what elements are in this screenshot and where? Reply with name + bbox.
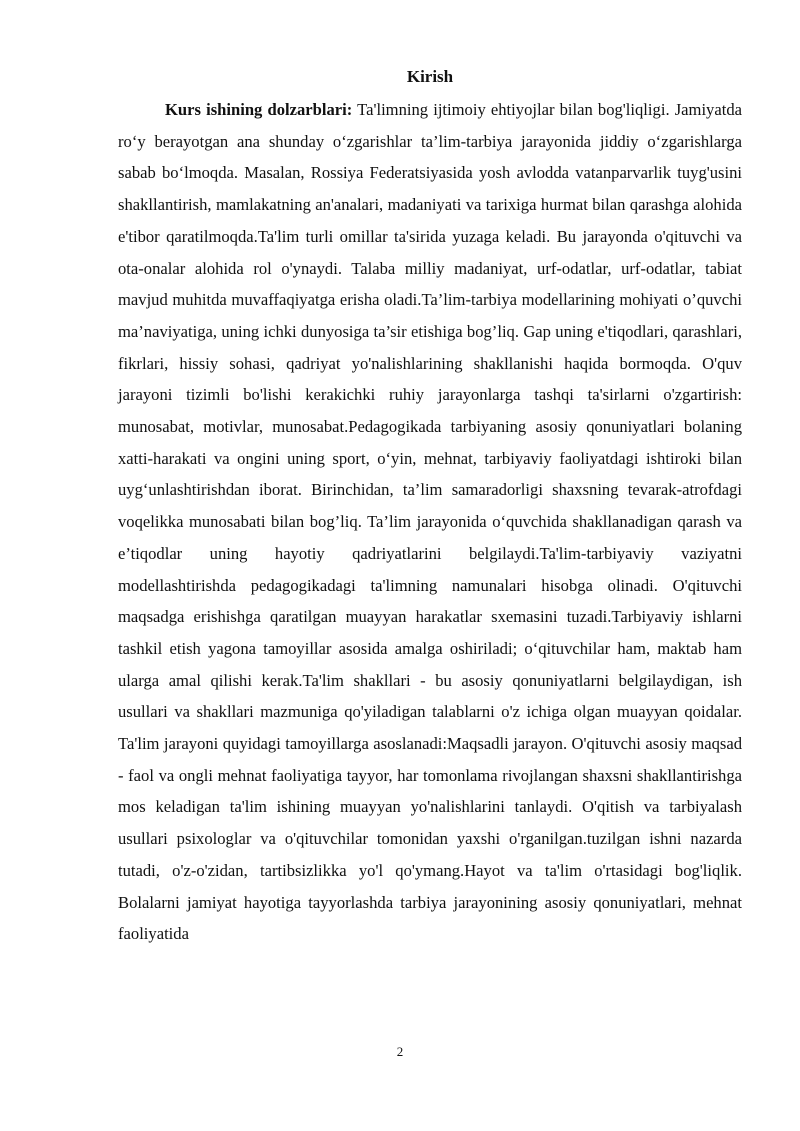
body-paragraph (118, 94, 742, 950)
page-number: 2 (396, 1044, 404, 1059)
document-page (118, 62, 742, 950)
paragraph-text: Ta'limning ijtimoiy ehtiyojlar bilan bog'liqligi. Jamiyatda ro‘y berayotgan ana shunday o‘zgarishlar ta’lim-tarbiya jarayonida jiddiy o‘zgarishlarga sabab bo‘lmoqda. Masalan, Rossiya Federatsiyasida yosh avlodda vatanparvarlik tuyg'usini shakllantirish, mamlakatning an'analari, madaniyati va tarixiga hurmat bilan qarashga alohida e'tibor qaratilmoqda.Ta'lim turli omillar ta'sirida yuzaga keladi. Bu jarayonda o'qituvchi va ota-onalar alohida rol o'ynaydi. Talaba milliy madaniyat, urf-odatlar, urf-odatlar, tabiat mavjud muhitda muvaffaqiyatga erisha oladi.Ta’lim-tarbiya modellarining mohiyati o’quvchi ma’naviyatiga, uning ichki dunyosiga ta’sir etishiga bog’liq. Gap uning e'tiqodlari, qarashlari, fikrlari, hissiy sohasi, qadriyat yo'nalishlarining shakllanishi haqida bormoqda. O'quv jarayoni tizimli bo'lishi kerakichki ruhiy jarayonlarga tashqi ta'sirlarni o'zgartirish: munosabat, motivlar, munosabat.Pedagogikada tarbiyaning asosiy qonuniyatlari bolaning xatti-harakati va ongini uning sport, o‘yin, mehnat, tarbiyaviy faoliyatdagi ishtiroki bilan uyg‘unlashtirishdan iborat. Birinchidan, ta’lim samaradorligi shaxsning tevarak-atrofdagi voqelikka munosabati bilan bog’liq. Ta’lim jarayonida o‘quvchida shakllanadigan qarash va e’tiqodlar uning hayotiy qadriyatlarini belgilaydi.Ta'lim-tarbiyaviy vaziyatni modellashtirishda pedagogikadagi ta'limning namunalari hisobga olinadi. O'qituvchi maqsadga erishishga qaratilgan muayyan harakatlar sxemasini tuzadi.Tarbiyaviy ishlarni tashkil etish yagona tamoyillar asosida amalga oshiriladi; o‘qituvchilar ham, maktab ham ularga amal qilishi kerak.Ta'lim shakllari - bu asosiy qonuniyatlarni belgilaydigan, ish usullari va shakllari mazmuniga qo'yiladigan talablarni o'z ichiga olgan muayyan qoidalar. Ta'lim jarayoni quyidagi tamoyillarga asoslanadi:Maqsadli jarayon. O'qituvchi asosiy maqsad - faol va ongli mehnat faoliyatiga tayyor, har tomonlama rivojlangan shaxsni shakllantirishga mos keladigan ta'lim ishining muayyan yo'nalishlarini tanlaydi. O'qitish va tarbiyalash usullari psixologlar va o'qituvchilar tomonidan yaxshi o'rganilgan.tuzilgan ishni nazarda tutadi, o'z-o'zidan, tartibsizlikka yo'l qo'ymang.Hayot va ta'lim o'rtasidagi bog'liqlik. Bolalarni jamiyat hayotiga tayyorlashda tarbiya jarayonining asosiy qonuniyatlari, mehnat faoliyatida (118, 100, 742, 944)
section-title: Kirish (406, 67, 454, 86)
lead-label: Kurs ishining dolzarblari: (165, 100, 353, 119)
